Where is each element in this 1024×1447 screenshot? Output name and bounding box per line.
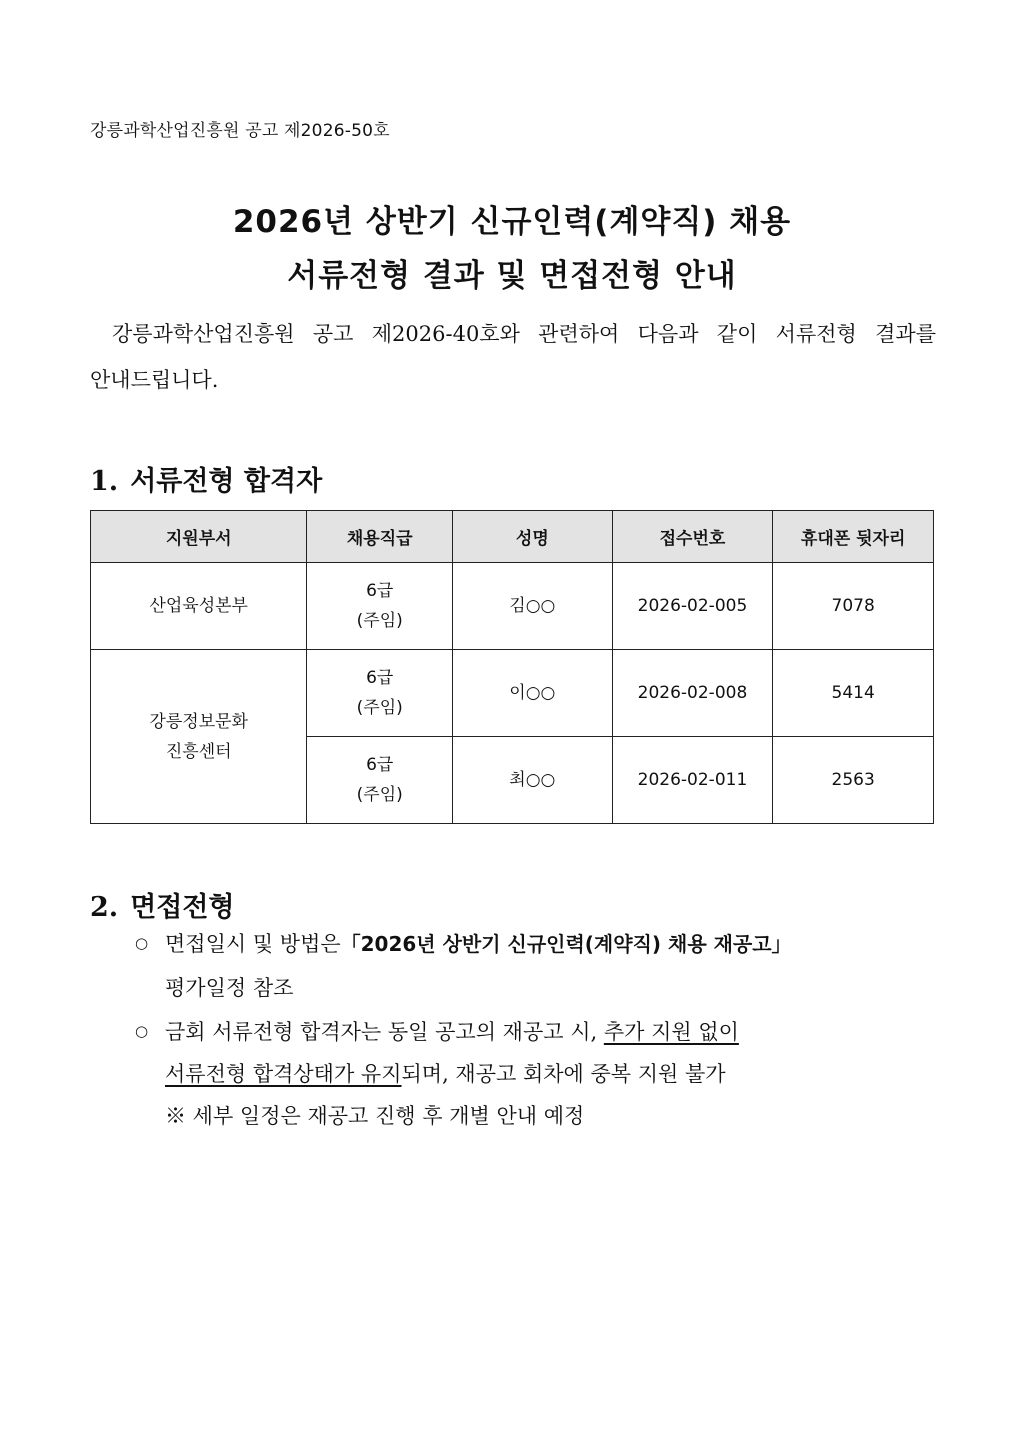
cell-receipt: 2026-02-008 [612, 650, 773, 737]
cell-name: 최○○ [453, 737, 613, 824]
list-item [135, 928, 792, 958]
cell-grade [307, 650, 453, 737]
intro-paragraph-line1: 강릉과학산업진흥원 공고 제2026-40호와 관련하여 다음과 같이 서류전형 결과를 [112, 322, 936, 346]
cell-dept [91, 650, 307, 824]
dept-line2: 진흥센터 [165, 741, 232, 762]
grade-text: 6급 [366, 755, 394, 775]
header-name: 성명 [453, 511, 613, 563]
table-row [91, 650, 934, 737]
cell-phone: 5414 [773, 650, 934, 737]
cell-grade [307, 737, 453, 824]
grade-sub-text: (주임) [356, 698, 403, 718]
grade-sub-text: (주임) [356, 611, 403, 631]
section1-heading [90, 459, 322, 498]
item1-announcement-title: 「2026년 상반기 신규인력(계약직) 채용 재공고」 [340, 932, 792, 956]
cell-name: 이○○ [453, 650, 613, 737]
item2-text: 금회 서류전형 합격자는 동일 공고의 재공고 시, [165, 1020, 604, 1044]
cell-receipt: 2026-02-005 [612, 563, 773, 650]
item2-continuation [165, 1058, 726, 1088]
item2-underlined-text1: 추가 지원 없이 [603, 1020, 739, 1044]
cell-name: 김○○ [453, 563, 613, 650]
notice-number: 강릉과학산업진흥원 공고 제2026-50호 [90, 121, 390, 141]
header-receipt: 접수번호 [612, 511, 773, 563]
section2-title: 면접전형 [130, 892, 235, 923]
item1-continuation: 평가일정 참조 [165, 976, 294, 1000]
section2-number: 2. [90, 892, 119, 923]
cell-receipt: 2026-02-011 [612, 737, 773, 824]
bullet-circle: ○ [135, 934, 149, 952]
cell-phone: 2563 [773, 737, 934, 824]
item2-underlined-text2: 서류전형 합격상태가 유지 [165, 1062, 402, 1086]
header-dept: 지원부서 [91, 511, 307, 563]
grade-sub-text: (주임) [356, 785, 403, 805]
intro-paragraph-line2: 안내드립니다. [90, 368, 219, 392]
schedule-note: ※ 세부 일정은 재공고 진행 후 개별 안내 예정 [165, 1104, 585, 1128]
section1-title: 서류전형 합격자 [130, 466, 323, 497]
table-row [91, 563, 934, 650]
header-grade: 채용직급 [307, 511, 453, 563]
grade-text: 6급 [366, 668, 394, 688]
bullet-circle: ○ [135, 1022, 149, 1040]
cell-phone: 7078 [773, 563, 934, 650]
section2-heading [90, 885, 235, 924]
item2-after-text: 되며, 재공고 회차에 중복 지원 불가 [401, 1062, 726, 1086]
list-item [135, 1016, 739, 1046]
cell-grade [307, 563, 453, 650]
item1-text: 면접일시 및 방법은 [165, 932, 341, 956]
table-header-row [91, 511, 934, 563]
passers-table [90, 510, 934, 824]
header-phone: 휴대폰 뒷자리 [773, 511, 934, 563]
page-title-line1: 2026년 상반기 신규인력(계약직) 채용 [232, 204, 792, 240]
cell-dept: 산업육성본부 [91, 563, 307, 650]
grade-text: 6급 [366, 581, 394, 601]
section1-number: 1. [90, 466, 119, 497]
page-title-line2: 서류전형 결과 및 면접전형 안내 [287, 258, 737, 294]
dept-line1: 강릉정보문화 [149, 711, 248, 732]
